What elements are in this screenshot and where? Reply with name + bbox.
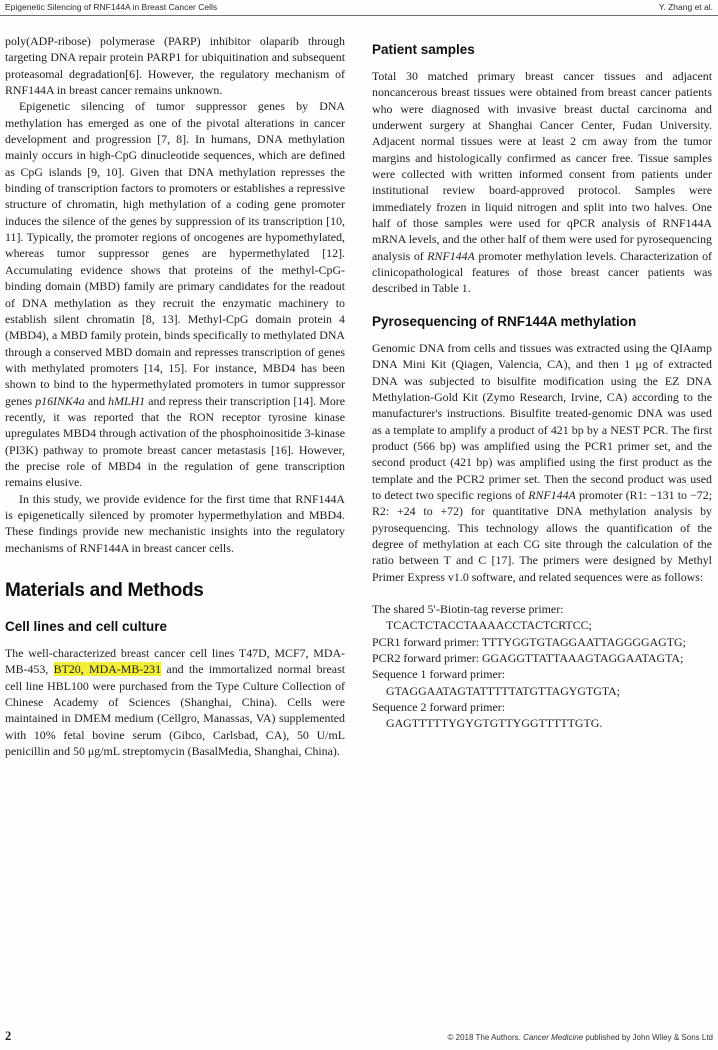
paragraph: In this study, we provide evidence for the first time that RNF144A is epigenetically silenced by promoter hypermethylation and MBD4. These findings provide new mechanistic insights into the regulatory mechanisms of RNF144A in breast cancer cells. [5, 491, 345, 555]
running-head [5, 2, 713, 12]
paragraph: poly(ADP-ribose) polymerase (PARP) inhibitor olaparib through targeting DNA repair protein PARP1 for ubiquitination and subsequent proteasomal degradation[6]. However, the regulatory mechanism of RNF144A in breast cancer remains unknown. [5, 34, 345, 98]
left-column [5, 33, 345, 759]
paragraph: Genomic DNA from cells and tissues was extracted using the QIAamp DNA Mini Kit (Qiagen, Valencia, CA), and then 1 μg of extracted DNA was subjected to bisulfite modification using the EZ DNA Methylation-Gold Kit (Zymo Research, Irvine, CA) according to the manufacturer's instructions. Bisulfite treated-genomic DNA was used as a template to amplify a product of 421 bp by a NEST PCR. The first product (566 bp) was amplified using the PCR1 primer set, and the second product (421 bp) was amplified using the first product as the template and the PCR2 primer set. Then the second product was used to detect two specific regions of RNF144A promoter (R1: −131 to −72; R2: +24 to +72) for quantitative DNA methylation analysis by pyrosequencing. This technology allows the quantification of the degree of methylation at each CG site through the calculation of the ratio between T and C [17]. The primers were designed by Methyl Primer Express v1.0 software, and related sequences were as follows: [372, 340, 712, 584]
subsection-heading-cell-lines: Cell lines and cell culture [5, 619, 168, 634]
copyright-line: © 2018 The Authors. Cancer Medicine published by John Wiley & Sons Ltd [447, 1033, 713, 1042]
page-number: 2 [5, 1029, 12, 1043]
subsection-heading-pyrosequencing: Pyrosequencing of RNF144A methylation [372, 313, 637, 329]
right-column [372, 33, 712, 759]
running-authors: Y. Zhang et al. [658, 2, 713, 12]
page-footer [5, 1029, 713, 1044]
header-rule [0, 15, 718, 16]
running-title: Epigenetic Silencing of RNF144A in Breast Cancer Cells [5, 2, 218, 12]
primer-item: Sequence 2 forward primer: GAGTTTTTYGYGTGTTYGGTTTTTGTG. [372, 700, 603, 731]
paragraph: Total 30 matched primary breast cancer tissues and adjacent noncancerous breast tissues were obtained from breast cancer patients who were diagnosed with invasive breast ductal carcinoma and underwent surgery at Shanghai Cancer Center, Fudan University. Adjacent normal tissues were at least 2 cm away from the tumor margins and histologically confirmed as cancer free. Tissue samples were collected with written informed consent from patients under institutional review board-approved protocol. Samples were immediately frozen in liquid nitrogen and split into two halves. One half of those samples were used for qPCR analysis of RNF144A mRNA levels, and the other half of them were used for pyrosequencing analysis of RNF144A promoter methylation levels. Characterization of clinicopathological features of those breast cancer patients was described in Table 1. [372, 69, 712, 296]
paragraph: Epigenetic silencing of tumor suppressor genes by DNA methylation has emerged as one of the pivotal alterations in cancer development and progression [7, 8]. In humans, DNA methylation mainly occurs in high-CpG dinucleotide sequences, which are defined as CpG islands [9, 10]. Given that DNA methylation represses the binding of transcription factors to promoters or establishes a repressive structure of chromatin, high methylation of a coding gene promoter induces the silence of the genes by suppression of its transcription [10, 11]. Typically, the promoter regions of oncogenes are hypomethylated, whereas tumor suppressor genes are hypermethylated [12]. Accumulating evidence shows that proteins of the methyl-CpG-binding domain (MBD) family are primary candidates for the readout of DNA methylation as they recruit the enzymatic machinery to establish silent chromatin [8, 13]. Methyl-CpG domain protein 4 (MBD4), a MBD family protein, binds specifically to methylated DNA through a conserved MBD domain and represses transcription of genes with methylated promoters [14, 15]. For instance, MBD4 has been shown to bind to the hypermethylated promoters in tumor suppressor genes p16INK4a and hMLH1 and repress their transcription [14]. More recently, it was reported that the RON receptor tyrosine kinase upregulates MBD4 through activation of the phosphoinositide 3-kinase (PI3K) pathway to promote breast cancer metastasis [16]. However, the precise role of MBD4 in the regulation of gene transcription remains elusive. [5, 99, 346, 490]
two-column-body [5, 33, 713, 759]
primer-item: The shared 5′-Biotin-tag reverse primer: TCACTCTACCTAAAACCTACTCRTCC; [372, 601, 592, 633]
primer-item: PCR2 forward primer: GGAGGTTATTAAAGTAGGAATAGTA; [372, 651, 684, 665]
section-heading-materials-and-methods: Materials and Methods [5, 580, 204, 601]
primer-item: Sequence 1 forward primer: GTAGGAATAGTATTTTTATGTTAGYGTGTA; [372, 667, 621, 698]
primer-list [372, 601, 712, 732]
subsection-heading-patient-samples: Patient samples [372, 42, 475, 57]
primer-item: PCR1 forward primer: TTTYGGTGTAGGAATTAGGGGAGTG; [372, 634, 686, 649]
paragraph: The well-characterized breast cancer cell lines T47D, MCF7, MDA-MB-453, BT20, MDA-MB-231 and the immortalized normal breast cell line HBL100 were purchased from the Type Culture Collection of Chinese Academy of Sciences (Shanghai, China). Cells were maintained in DMEM medium (Cellgro, Manassas, VA) supplemented with 10% fetal bovine serum (Gibco, Carlsbad, CA), 50 U/mL penicillin and 50 μg/mL streptomycin (BasalMedia, Shanghai, China). [5, 646, 345, 759]
